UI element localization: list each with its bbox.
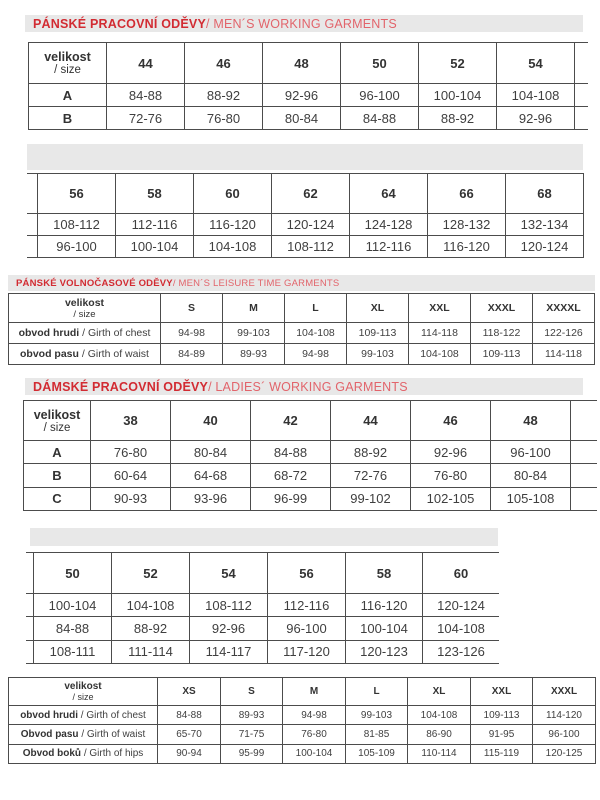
size-table [28,42,588,130]
column-header-48: 48 [491,401,571,441]
table-row [29,107,589,130]
size-table [23,400,597,511]
size-cell: 64-68 [171,464,251,487]
size-cell: 76-80 [91,441,171,464]
size-cell: 71-75 [221,725,283,744]
mens-working-sizes-table-1 [28,42,588,132]
size-cell: 124-128 [350,214,428,236]
column-header-xxl: XXL [409,294,471,323]
table-row [27,214,584,236]
clipped-cell [571,487,598,510]
continuation-bar-mens [27,144,583,170]
column-header-xxxl: XXXL [471,294,533,323]
column-header-44: 44 [107,43,185,84]
size-cell: 112-116 [268,594,346,617]
size-cell: 108-112 [272,236,350,258]
size-cell: 104-108 [423,617,500,640]
size-cell: 100-104 [116,236,194,258]
size-cell: 84-88 [251,441,331,464]
column-header-50: 50 [34,553,112,594]
size-cell: 94-98 [161,323,223,344]
table-row [26,640,499,663]
row-label: B [29,107,107,130]
size-cell: 115-119 [471,744,533,763]
ladies-working-sizes-table-1 [23,400,597,513]
column-header-52: 52 [419,43,497,84]
section-title-czech: DÁMSKÉ PRACOVNÍ ODĚVY [33,379,209,394]
row-label: obvod hrudi / Girth of chest [9,706,158,725]
size-cell: 132-134 [506,214,584,236]
column-header-54: 54 [497,43,575,84]
size-cell: 104-108 [194,236,272,258]
size-cell: 96-99 [251,487,331,510]
size-cell: 102-105 [411,487,491,510]
size-cell: 76-80 [283,725,346,744]
size-cell: 116-120 [194,214,272,236]
column-header-38: 38 [91,401,171,441]
size-cell: 96-100 [38,236,116,258]
size-cell: 99-103 [223,323,285,344]
row-label: Obvod pasu / Girth of waist [9,725,158,744]
size-cell: 96-100 [268,617,346,640]
size-cell: 92-96 [263,84,341,107]
size-cell: 118-122 [471,323,533,344]
column-header-s: S [161,294,223,323]
size-cell: 128-132 [428,214,506,236]
size-cell: 123-126 [423,640,500,663]
size-cell: 116-120 [428,236,506,258]
size-corner-label: velikost / size [9,294,161,323]
size-cell: 84-88 [158,706,221,725]
size-cell: 120-123 [346,640,423,663]
clipped-corner-cell [27,174,38,214]
size-cell: 95-99 [221,744,283,763]
size-cell: 80-84 [263,107,341,130]
size-table [8,293,595,365]
size-cell: 105-108 [491,487,571,510]
row-label: C [24,487,91,510]
column-header-66: 66 [428,174,506,214]
row-label: A [24,441,91,464]
column-header-44: 44 [331,401,411,441]
table-row [29,84,589,107]
size-cell: 80-84 [491,464,571,487]
size-cell: 108-112 [38,214,116,236]
size-cell: 84-89 [161,344,223,365]
size-cell: 90-93 [91,487,171,510]
column-header-54: 54 [190,553,268,594]
size-cell: 91-95 [471,725,533,744]
table-row [24,464,598,487]
size-cell: 114-120 [533,706,596,725]
row-label: obvod hrudi / Girth of chest [9,323,161,344]
column-header-l: L [346,678,408,706]
size-table [26,552,499,664]
column-header-48: 48 [263,43,341,84]
size-cell: 84-88 [341,107,419,130]
size-cell: 81-85 [346,725,408,744]
size-cell: 90-94 [158,744,221,763]
column-header-42: 42 [251,401,331,441]
section-title-english: / MEN´S LEISURE TIME GARMENTS [172,277,340,289]
table-row [24,441,598,464]
section-header-mens-working [25,15,583,32]
size-cell: 99-102 [331,487,411,510]
size-table [8,677,596,764]
clipped-cell [571,464,598,487]
size-cell: 99-103 [346,706,408,725]
continuation-bar-ladies [30,528,498,546]
size-cell: 104-108 [409,344,471,365]
size-cell: 120-124 [272,214,350,236]
clipped-row-label [27,214,38,236]
column-header-l: L [285,294,347,323]
table-row [24,487,598,510]
size-cell: 84-88 [34,617,112,640]
table-row [27,236,584,258]
size-corner-label: velikost / size [9,678,158,706]
size-cell: 96-100 [491,441,571,464]
section-title-czech: PÁNSKÉ PRACOVNÍ ODĚVY [33,16,206,31]
size-cell: 92-96 [497,107,575,130]
size-cell: 109-113 [347,323,409,344]
clipped-cell [575,107,589,130]
column-header-52: 52 [112,553,190,594]
row-label: Obvod boků / Girth of hips [9,744,158,763]
table-row [26,594,499,617]
column-header-m: M [283,678,346,706]
size-cell: 60-64 [91,464,171,487]
clipped-cell [571,441,598,464]
size-cell: 120-124 [506,236,584,258]
table-row [9,706,596,725]
column-header-62: 62 [272,174,350,214]
size-cell: 112-116 [116,214,194,236]
size-cell: 120-124 [423,594,500,617]
size-cell: 109-113 [471,344,533,365]
section-title-english: / MEN´S WORKING GARMENTS [205,16,397,31]
size-cell: 72-76 [331,464,411,487]
size-cell: 96-100 [341,84,419,107]
row-label: A [29,84,107,107]
mens-leisure-sizes-table [8,293,596,368]
column-header-xl: XL [347,294,409,323]
table-row [9,323,595,344]
size-cell: 65-70 [158,725,221,744]
size-cell: 100-104 [34,594,112,617]
size-cell: 112-116 [350,236,428,258]
size-cell: 86-90 [408,725,471,744]
column-header-s: S [221,678,283,706]
column-header-xxxl: XXXL [533,678,596,706]
size-cell: 104-108 [285,323,347,344]
column-header-xxxxl: XXXXL [533,294,595,323]
table-row [9,344,595,365]
column-header-56: 56 [268,553,346,594]
size-cell: 108-111 [34,640,112,663]
column-header-58: 58 [116,174,194,214]
size-table [27,173,584,258]
size-cell: 89-93 [221,706,283,725]
size-cell: 100-104 [283,744,346,763]
size-cell: 99-103 [347,344,409,365]
clipped-column-cell [575,43,589,84]
column-header-xs: XS [158,678,221,706]
row-label: B [24,464,91,487]
column-header-xl: XL [408,678,471,706]
size-cell: 92-96 [411,441,491,464]
size-cell: 111-114 [112,640,190,663]
mens-working-sizes-table-2 [27,173,584,261]
size-cell: 93-96 [171,487,251,510]
column-header-58: 58 [346,553,423,594]
size-cell: 114-118 [533,344,595,365]
size-cell: 72-76 [107,107,185,130]
table-row [26,617,499,640]
size-cell: 122-126 [533,323,595,344]
clipped-row-label [26,640,34,663]
size-cell: 117-120 [268,640,346,663]
clipped-column-cell [571,401,598,441]
size-cell: 88-92 [112,617,190,640]
size-cell: 76-80 [411,464,491,487]
size-cell: 94-98 [283,706,346,725]
section-title-english: / LADIES´ WORKING GARMENTS [208,379,408,394]
table-row [9,744,596,763]
column-header-60: 60 [423,553,500,594]
size-cell: 76-80 [185,107,263,130]
size-cell: 89-93 [223,344,285,365]
table-row [9,725,596,744]
size-cell: 120-125 [533,744,596,763]
clipped-row-label [26,594,34,617]
size-cell: 92-96 [190,617,268,640]
clipped-row-label [26,617,34,640]
clipped-corner-cell [26,553,34,594]
size-corner-label: velikost / size [24,401,91,441]
section-header-mens-leisure [8,275,595,291]
size-cell: 108-112 [190,594,268,617]
size-cell: 100-104 [419,84,497,107]
size-cell: 110-114 [408,744,471,763]
column-header-46: 46 [185,43,263,84]
column-header-56: 56 [38,174,116,214]
ladies-working-sizes-table-2 [26,552,499,666]
size-cell: 114-118 [409,323,471,344]
size-cell: 84-88 [107,84,185,107]
column-header-40: 40 [171,401,251,441]
size-cell: 94-98 [285,344,347,365]
size-cell: 88-92 [331,441,411,464]
row-label: obvod pasu / Girth of waist [9,344,161,365]
clipped-row-label [27,236,38,258]
size-cell: 68-72 [251,464,331,487]
size-cell: 104-108 [497,84,575,107]
size-cell: 114-117 [190,640,268,663]
ladies-sizes-table [8,677,596,766]
column-header-xxl: XXL [471,678,533,706]
column-header-68: 68 [506,174,584,214]
size-cell: 88-92 [185,84,263,107]
size-cell: 88-92 [419,107,497,130]
size-corner-label: velikost / size [29,43,107,84]
column-header-64: 64 [350,174,428,214]
size-cell: 100-104 [346,617,423,640]
size-cell: 105-109 [346,744,408,763]
size-cell: 80-84 [171,441,251,464]
section-header-ladies-working [25,378,583,395]
size-cell: 104-108 [112,594,190,617]
size-cell: 96-100 [533,725,596,744]
column-header-50: 50 [341,43,419,84]
size-cell: 109-113 [471,706,533,725]
size-cell: 104-108 [408,706,471,725]
column-header-46: 46 [411,401,491,441]
column-header-m: M [223,294,285,323]
size-cell: 116-120 [346,594,423,617]
clipped-cell [575,84,589,107]
section-title-czech: PÁNSKÉ VOLNOČASOVÉ ODĚVY [16,277,173,289]
column-header-60: 60 [194,174,272,214]
